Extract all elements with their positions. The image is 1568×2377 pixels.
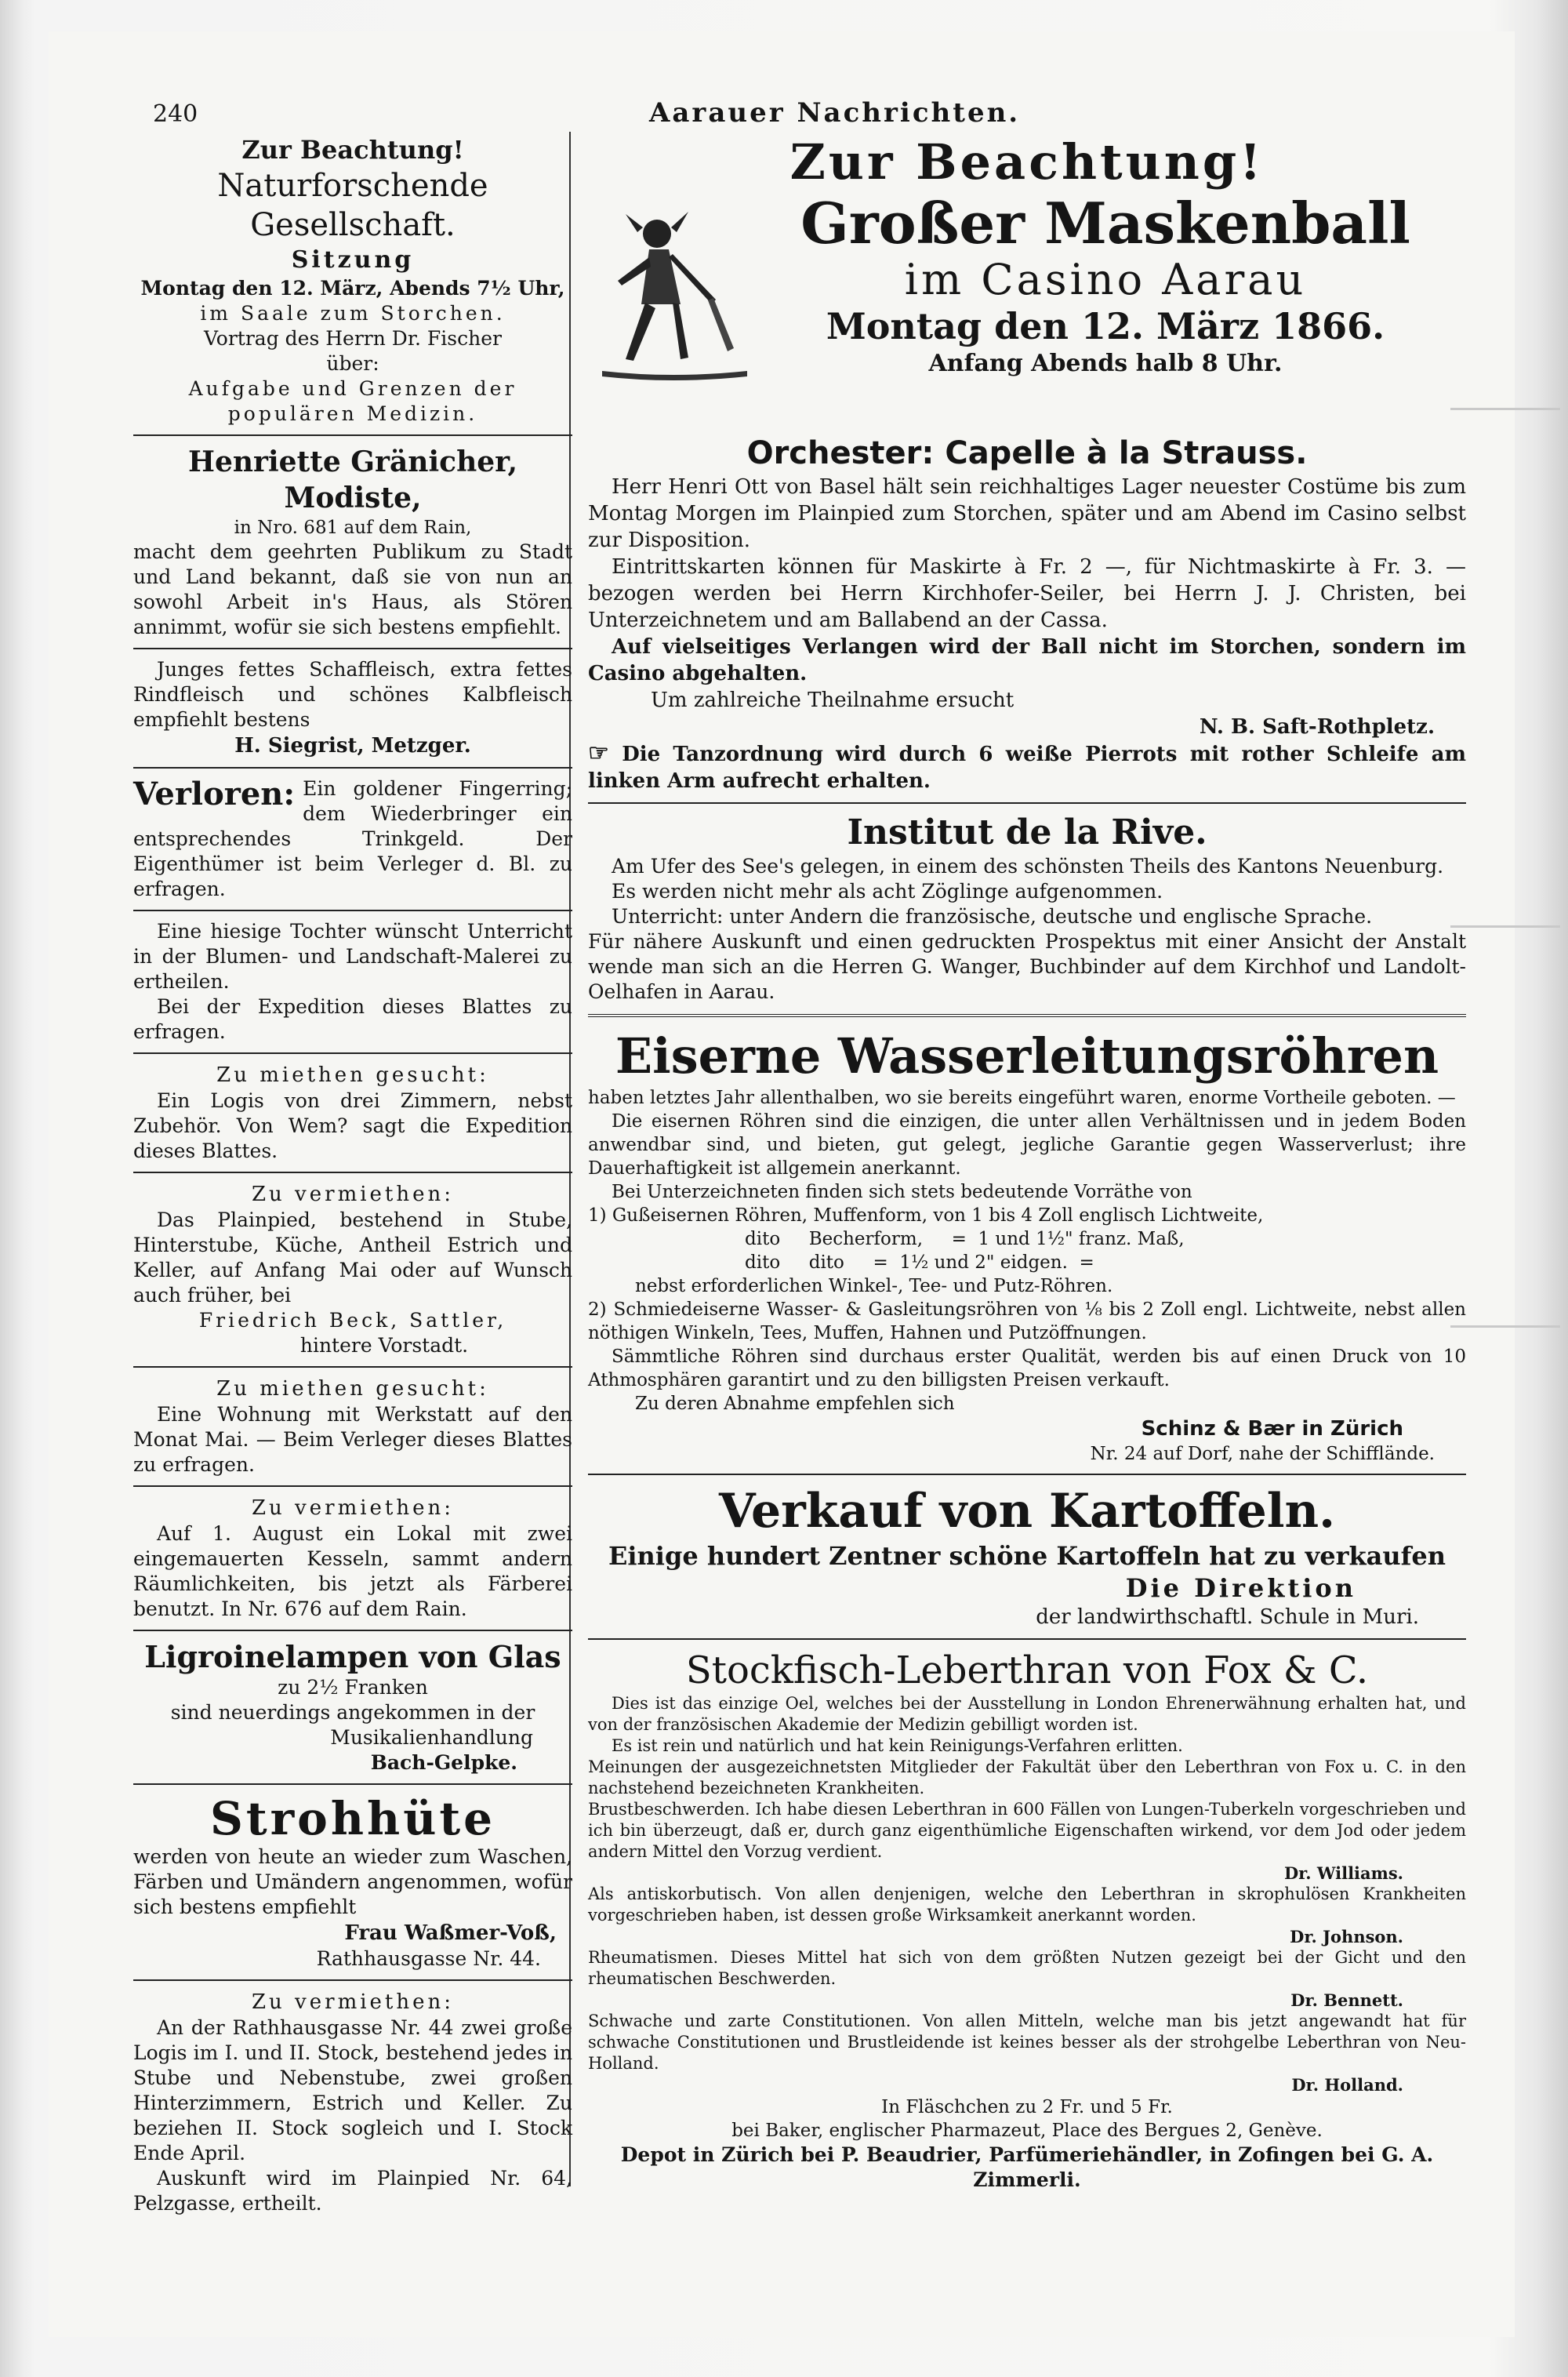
ueber: über:: [326, 352, 379, 375]
separator: [133, 1172, 572, 1173]
ad-maskenball-header: [588, 133, 1466, 377]
signature-address: hintere Vorstadt.: [299, 1334, 469, 1357]
signature: H. Siegrist, Metzger.: [234, 734, 471, 758]
ad-text: Auskunft wird im Plainpied Nr. 64, Pelzgasse, ertheilt.: [133, 2167, 572, 2215]
ad-text: Auf 1. August ein Lokal mit zwei eingemauerten Kesseln, sammt andern Räumlichkeiten, bis jetzt als Färberei benutzt. In Nr. 676 auf dem Rain.: [133, 1522, 572, 1620]
separator: [133, 1052, 572, 1054]
separator: [133, 1979, 572, 1981]
ad-text: Eintrittskarten können für Maskirte à Fr. 2 —, für Nichtmaskirte à Fr. 3. — bezogen werden bei Herrn Kirchhofer-Seiler, bei Herrn J. J. Christen, bei Unterzeichnetem und am Ballabend an der Cassa.: [588, 555, 1466, 632]
ad-heading: Zu miethen gesucht:: [216, 1377, 489, 1401]
separator: [133, 1630, 572, 1631]
running-title: Aarauer Nachrichten.: [649, 97, 1021, 129]
ad-note: [588, 740, 1466, 794]
list-item: dito Becherform, = 1 und 1½" franz. Maß,: [745, 1229, 1185, 1249]
ad-note-text: Die Tanzordnung wird durch 6 weiße Pierrots mit rother Schleife am linken Arm aufrecht erhalten.: [588, 743, 1466, 793]
ad-text: macht dem geehrten Publikum zu Stadt und Land bekannt, daß sie von nun an sowohl Arbeit in's Haus, als Stören annimmt, wofür sie sich bestens empfiehlt.: [133, 540, 572, 638]
ad-strohhuete: [133, 1793, 572, 1972]
signature: Dr. Johnson.: [1290, 1927, 1403, 1946]
ad-maskenball-body: [588, 433, 1466, 794]
ad-title: Stockfisch-Leberthran von Fox & C.: [685, 1648, 1369, 1692]
signature: Dr. Williams.: [1283, 1863, 1403, 1883]
signature: Dr. Bennett.: [1290, 1990, 1403, 2010]
ad-leberthran: [588, 1648, 1466, 2193]
signature: Friedrich Beck, Sattler,: [198, 1309, 507, 1332]
ad-text: haben letztes Jahr allenthalben, wo sie bereits eingeführt waren, enorme Vortheile geboten. —: [588, 1088, 1456, 1108]
jester-illustration: [594, 210, 751, 391]
ad-heading: Henriette Gränicher, Modiste,: [187, 445, 518, 514]
ad-ligroinelampen: [133, 1639, 572, 1775]
ad-naturforschende: [133, 133, 572, 427]
separator: [133, 1366, 572, 1368]
bleed-line: [1450, 925, 1560, 928]
ad-text: werden von heute an wieder zum Waschen, Färben und Umändern angenommen, wofür sich bestens empfiehlt: [133, 1845, 572, 1918]
society-name: Naturforschende Gesellschaft.: [217, 168, 488, 243]
ad-title: Eiserne Wasserleitungsröhren: [615, 1027, 1439, 1085]
list-item: 2) Schmiedeiserne Wasser- & Gasleitungsröhren von ⅛ bis 2 Zoll engl. Lichtweite, nebst allen nöthigen Winkeln, Tees, Muffen, Hahnen und Putzöffnungen.: [588, 1299, 1466, 1343]
ad-text: Zu deren Abnahme empfehlen sich: [635, 1394, 955, 1414]
pointing-hand-icon: ☞: [588, 740, 609, 767]
address: in Nro. 681 auf dem Rain,: [234, 518, 472, 538]
separator: [588, 1638, 1466, 1640]
ad-title: Verkauf von Kartoffeln.: [718, 1484, 1336, 1539]
separator: [588, 802, 1466, 804]
bleed-line: [1450, 1325, 1560, 1328]
signature: Schinz & Bær in Zürich: [1141, 1417, 1403, 1441]
price: zu 2½ Franken: [278, 1676, 428, 1699]
ad-metzger: [133, 657, 572, 759]
ad-text: Rheumatismen. Dieses Mittel hat sich von dem größten Nutzen gezeigt bei der Gicht und den rheumatischen Beschwerden.: [588, 1948, 1466, 1988]
ad-text: An der Rathhausgasse Nr. 44 zwei große Logis im I. und II. Stock, bestehend jedes in Stube und Nebenstube, zwei großen Hinterzimmern, Estrich und Keller. Zu beziehen II. Stock sogleich und I. Stock Ende April.: [133, 2016, 572, 2164]
ad-text: In Fläschchen zu 2 Fr. und 5 Fr.: [881, 2097, 1173, 2117]
ad-heading: Zur Beachtung!: [241, 135, 464, 165]
ad-text: Depot in Zürich bei P. Beaudrier, Parfümeriehändler, in Zofingen bei G. A. Zimmerli.: [620, 2143, 1434, 2191]
lecture: Vortrag des Herrn Dr. Fischer: [204, 327, 502, 350]
ad-text: Auf vielseitiges Verlangen wird der Ball nicht im Storchen, sondern im Casino abgehalten.: [588, 635, 1466, 685]
ad-verloren: [133, 776, 572, 902]
sitzung-label: Sitzung: [291, 246, 415, 274]
date-time: Montag den 12. März, Abends 7½ Uhr,: [140, 277, 565, 300]
ad-heading: Zu miethen gesucht:: [216, 1063, 489, 1087]
ad-text: Für nähere Auskunft und einen gedruckten Prospektus mit einer Ansicht der Anstalt wende man sich an die Herren G. Wanger, Buchbinder auf dem Kirchhof und Landolt-Oelhafen in Aarau.: [588, 930, 1466, 1003]
ad-text: Sämmtliche Röhren sind durchaus erster Qualität, werden bis auf einen Druck von 10 Athmosphären garantirt und zu den billigsten Preisen verkauft.: [588, 1347, 1466, 1390]
ad-text: Die eisernen Röhren sind die einzigen, die unter allen Verhältnissen und in jedem Boden anwendbar sind, und bieten, gut gelegt, jegliche Garantie gegen Wasserverlust; ihre Dauerhaftigkeit ist allgemein anerkannt.: [588, 1111, 1466, 1179]
ad-start: Anfang Abends halb 8 Uhr.: [928, 350, 1283, 377]
signature-address: Rathhausgasse Nr. 44.: [316, 1947, 541, 1970]
ad-heading: Zu vermiethen:: [251, 1990, 455, 2014]
ad-text: Eine hiesige Tochter wünscht Unterricht in der Blumen- und Landschaft-Malerei zu ertheilen.: [133, 920, 572, 993]
ad-heading: Verloren:: [133, 776, 296, 812]
shop-name: Bach-Gelpke.: [370, 1751, 517, 1774]
ad-text: Schwache und zarte Constitutionen. Von allen Mitteln, welche man bis jetzt angewandt hat für schwache Constitutionen und Brustleidende ist keines besser als der strohgelbe Leberthran von Neu-Holland.: [588, 2012, 1466, 2073]
orchestra: Orchester: Capelle à la Strauss.: [746, 435, 1308, 471]
ad-text: Meinungen der ausgezeichnetsten Mitglieder der Fakultät über den Leberthran von Fox u. C. in den nachstehend bezeichneten Krankheiten.: [588, 1757, 1466, 1797]
signature-address: Nr. 24 auf Dorf, nahe der Schifflände.: [1090, 1444, 1435, 1464]
signature: N. B. Saft-Rothpletz.: [1199, 715, 1435, 739]
separator: [133, 1485, 572, 1487]
topic: Aufgabe und Grenzen der populären Medizin.: [188, 377, 517, 425]
ad-heading: Zu vermiethen:: [251, 1183, 455, 1206]
ad-lokal: [133, 1495, 572, 1622]
signature-address: der landwirthschaftl. Schule in Muri.: [1036, 1605, 1419, 1629]
ad-text: Einige hundert Zentner schöne Kartoffeln hat zu verkaufen: [608, 1541, 1446, 1571]
separator: [588, 1474, 1466, 1475]
ad-roehren: [588, 1027, 1466, 1466]
ad-date: Montag den 12. März 1866.: [826, 305, 1385, 347]
separator: [133, 1783, 572, 1785]
list-item: 1) Gußeisernen Röhren, Muffenform, von 1 bis 4 Zoll englisch Lichtweite,: [588, 1205, 1264, 1226]
venue: im Saale zum Storchen.: [200, 302, 506, 325]
page-number: 240: [153, 100, 198, 128]
ad-text: Bei der Expedition dieses Blattes zu erfragen.: [133, 995, 572, 1043]
ad-institut: [588, 812, 1466, 1005]
ad-text: Ein Logis von drei Zimmern, nebst Zubehör. Von Wem? sagt die Expedition dieses Blattes.: [133, 1089, 572, 1162]
separator: [133, 648, 572, 649]
ad-text: Unterricht: unter Andern die französische, deutsche und englische Sprache.: [612, 905, 1373, 928]
ad-text: Junges fettes Schaffleisch, extra fettes Rindfleisch und schönes Kalbfleisch empfiehlt bestens: [133, 658, 572, 731]
separator: [588, 1014, 1466, 1017]
ad-heading: Zu vermiethen:: [251, 1496, 455, 1520]
ad-text: Eine Wohnung mit Werkstatt auf den Monat Mai. — Beim Verleger dieses Blattes zu erfragen.: [133, 1403, 572, 1476]
bleed-line: [1450, 408, 1560, 410]
ad-title: Institut de la Rive.: [847, 812, 1207, 852]
ad-kartoffeln: [588, 1483, 1466, 1630]
separator: [133, 767, 572, 769]
ad-text: Bei Unterzeichneten finden sich stets bedeutende Vorräthe von: [612, 1182, 1192, 1202]
ad-text: Um zahlreiche Theilnahme ersucht: [651, 689, 1014, 712]
ad-wohnung-gesucht: [133, 1376, 572, 1477]
ad-text: Als antiskorbutisch. Von allen denjenigen, welche den Leberthran in skrophulösen Krankheiten vorgeschrieben haben, ist dessen große Wirksamkeit anerkannt worden.: [588, 1885, 1466, 1924]
ad-text: bei Baker, englischer Pharmazeut, Place des Bergues 2, Genève.: [731, 2121, 1323, 2141]
ad-text: Es werden nicht mehr als acht Zöglinge aufgenommen.: [612, 880, 1163, 903]
ad-text: Dies ist das einzige Oel, welches bei der Ausstellung in London Ehrenerwähnung erhalten hat, und von der französischen Akademie der Medizin gebilligt worden ist.: [588, 1694, 1466, 1734]
ad-text: Ein goldener Fingerring; dem Wiederbringer ein entsprechendes Trinkgeld. Der Eigenthümer ist beim Verleger d. Bl. zu erfragen.: [133, 777, 572, 900]
list-item: nebst erforderlichen Winkel-, Tee- und Putz-Röhren.: [635, 1276, 1113, 1296]
ad-tochter: [133, 919, 572, 1045]
ad-text: Brustbeschwerden. Ich habe diesen Leberthran in 600 Fällen von Lungen-Tuberkeln vorgeschrieben und ich bin überzeugt, daß er, durch ganz eigenthümliche Eigenschaften wirkend, vor dem Jod oder jedem andern Mittel den Vorzug verdient.: [588, 1800, 1466, 1861]
signature: Die Direktion: [1125, 1573, 1356, 1603]
ad-text: Das Plainpied, bestehend in Stube, Hinterstube, Küche, Antheil Estrich und Keller, auf Anfang Mai oder auf Wunsch auch früher, bei: [133, 1208, 572, 1307]
ad-text: Herr Henri Ott von Basel hält sein reichhaltiges Lager neuester Costüme bis zum Montag Morgen im Plainpied zum Storchen, später und am Abend im Casino selbst zur Disposition.: [588, 475, 1466, 552]
signature: Dr. Holland.: [1291, 2075, 1403, 2095]
ad-heading: Zur Beachtung!: [789, 133, 1265, 191]
ad-text: sind neuerdings angekommen in der: [170, 1701, 535, 1724]
ad-logis-gesucht: [133, 1062, 572, 1164]
ad-modiste: [133, 444, 572, 640]
shop: Musikalienhandlung: [330, 1726, 533, 1749]
ad-plainpied: [133, 1181, 572, 1358]
right-column: [588, 133, 1466, 2193]
signature: Frau Waßmer-Voß,: [344, 1921, 557, 1945]
left-column: [133, 133, 572, 2216]
ad-text: Am Ufer des See's gelegen, in einem des schönsten Theils des Kantons Neuenburg.: [612, 855, 1444, 878]
separator: [133, 434, 572, 436]
ad-heading: Strohhüte: [209, 1792, 496, 1845]
ad-venue: im Casino Aarau: [904, 255, 1307, 304]
ad-zwei-logis: [133, 1989, 572, 2216]
separator: [133, 910, 572, 911]
ad-title: Großer Maskenball: [800, 190, 1410, 256]
list-item: dito dito = 1½ und 2" eidgen. =: [745, 1252, 1094, 1273]
ad-heading: Ligroinelampen von Glas: [144, 1639, 561, 1674]
ad-text: Es ist rein und natürlich und hat kein Reinigungs-Verfahren erlitten.: [612, 1736, 1183, 1755]
